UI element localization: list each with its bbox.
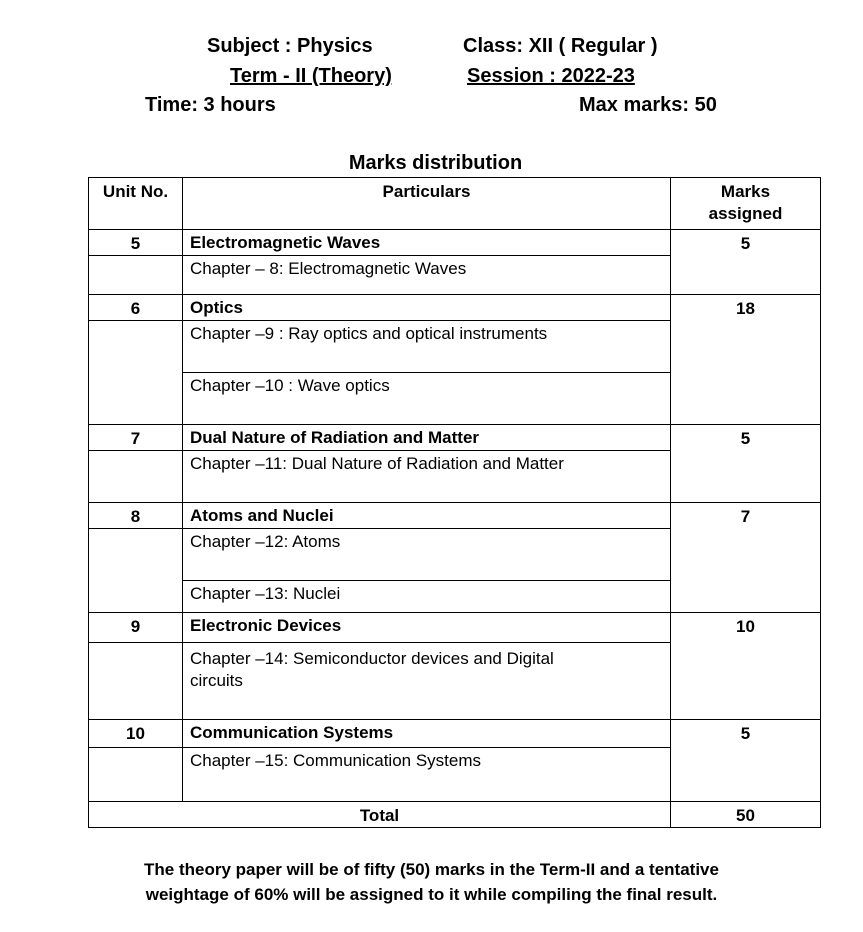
unit-number: 6 — [89, 295, 183, 321]
table-row — [89, 230, 821, 256]
unit-name: Communication Systems — [183, 720, 671, 748]
unit-marks: 5 — [671, 230, 821, 295]
table-row — [89, 425, 821, 451]
chapter-cell: Chapter –13: Nuclei — [183, 581, 671, 613]
chapter-cell: Chapter –15: Communication Systems — [183, 748, 671, 802]
total-row — [89, 802, 821, 828]
unit-marks: 5 — [671, 425, 821, 503]
col-header-unit: Unit No. — [89, 178, 183, 230]
unit-name: Electronic Devices — [183, 613, 671, 643]
chapter-cell: Chapter –12: Atoms — [183, 529, 671, 581]
unit-number: 9 — [89, 613, 183, 643]
chapter-cell: Chapter –10 : Wave optics — [183, 373, 671, 425]
time-label: Time: 3 hours — [145, 94, 276, 116]
marks-table — [88, 177, 821, 828]
table-row — [89, 720, 821, 748]
chapter-cell: Chapter –14: Semiconductor devices and Digital circuits — [183, 643, 671, 720]
unit-name: Optics — [183, 295, 671, 321]
unit-name: Electromagnetic Waves — [183, 230, 671, 256]
unit-marks: 5 — [671, 720, 821, 802]
total-label: Total — [89, 802, 671, 828]
max-marks-label: Max marks: 50 — [579, 94, 717, 116]
unit-marks: 10 — [671, 613, 821, 720]
col-header-particulars: Particulars — [183, 178, 671, 230]
table-title: Marks distribution — [348, 152, 523, 174]
session-label: Session : 2022-23 — [467, 65, 635, 87]
unit-number: 5 — [89, 230, 183, 256]
unit-name: Dual Nature of Radiation and Matter — [183, 425, 671, 451]
chapter-cell: Chapter –9 : Ray optics and optical instruments — [183, 321, 671, 373]
total-value: 50 — [671, 802, 821, 828]
class-label: Class: XII ( Regular ) — [463, 35, 658, 57]
unit-marks: 18 — [671, 295, 821, 425]
unit-number: 8 — [89, 503, 183, 529]
unit-number: 7 — [89, 425, 183, 451]
chapter-cell: Chapter –11: Dual Nature of Radiation and Matter — [183, 451, 671, 503]
table-row — [89, 503, 821, 529]
table-row — [89, 613, 821, 643]
term-label: Term - II (Theory) — [230, 65, 392, 87]
table-header-row — [89, 178, 821, 230]
col-header-marks: Marks assigned — [671, 178, 821, 230]
unit-marks: 7 — [671, 503, 821, 613]
unit-name: Atoms and Nuclei — [183, 503, 671, 529]
unit-number: 10 — [89, 720, 183, 748]
table-row — [89, 295, 821, 321]
chapter-cell: Chapter – 8: Electromagnetic Waves — [183, 256, 671, 295]
subject-label: Subject : Physics — [207, 35, 373, 57]
note-text: The theory paper will be of fifty (50) marks in the Term-II and a tentative weightage of 60% will be assigned to it while compiling the final result. — [144, 860, 719, 904]
